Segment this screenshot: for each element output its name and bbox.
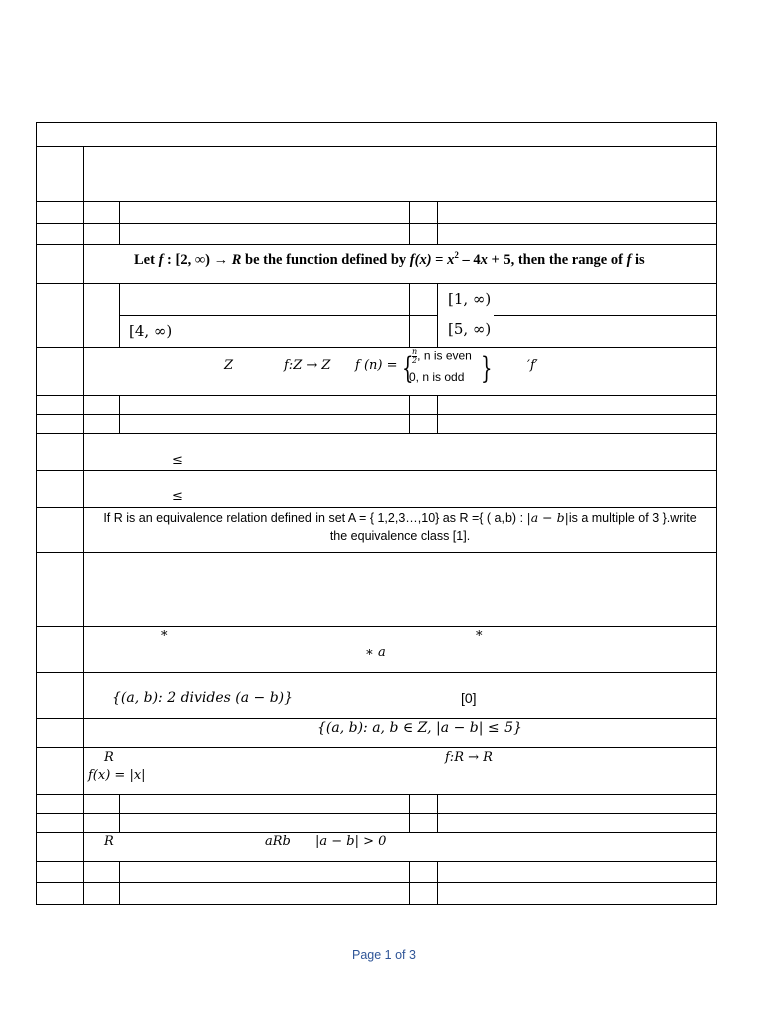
table-rule <box>36 244 717 245</box>
set-z: Z <box>224 358 234 373</box>
table-rule <box>36 347 717 348</box>
f-quote: ′f′ <box>527 358 538 373</box>
table-rule <box>36 283 717 284</box>
option-c: [4, ∞) <box>129 322 173 340</box>
star-a: ∗ a <box>365 645 386 660</box>
option-d-mask <box>438 314 494 317</box>
table-rule <box>409 395 410 433</box>
table-rule <box>36 861 717 862</box>
table-rule <box>36 882 717 883</box>
question-text: – 4 <box>458 251 481 268</box>
option-b: [1, ∞) <box>448 290 492 308</box>
question-text: is a multiple of 3 }.write <box>568 511 697 525</box>
table-rule <box>36 832 717 833</box>
relation-arb: aRb <box>265 834 291 849</box>
table-rule <box>437 395 438 433</box>
table-rule <box>119 861 120 904</box>
table-rule <box>119 794 120 832</box>
option-a-box <box>121 286 407 314</box>
table-rule <box>36 794 717 795</box>
table-rule <box>36 672 717 673</box>
leq-symbol: ≤ <box>172 489 183 504</box>
relation-divides: {(a, b): 2 divides (a − b)} <box>112 690 294 706</box>
function-map: f:R → R <box>445 750 493 765</box>
table-rule <box>36 718 717 719</box>
table-rule <box>437 794 438 832</box>
table-rule <box>36 122 37 904</box>
option-c-box <box>121 316 177 317</box>
table-rule <box>36 507 717 508</box>
table-rule <box>409 283 410 347</box>
question-text: Let <box>134 251 159 268</box>
question-text: the equivalence class [1]. <box>329 529 471 543</box>
case-odd: 0, n is odd <box>409 370 465 384</box>
table-rule <box>36 470 717 471</box>
table-rule <box>36 414 717 415</box>
page-number: Page 1 of 3 <box>352 948 416 962</box>
table-rule <box>119 201 120 244</box>
table-rule <box>409 201 410 244</box>
relation-condition: |a − b| > 0 <box>315 834 387 849</box>
option-d: [5, ∞) <box>448 320 492 338</box>
question-text: If R is an equivalence relation defined in set A = { 1,2,3…,10} as R ={ ( a,b) : <box>103 511 527 525</box>
table-rule <box>36 122 717 123</box>
table-rule <box>36 433 717 434</box>
question-text: x <box>447 251 455 268</box>
table-rule <box>409 861 410 904</box>
question-text: + 5, then the range of <box>487 251 627 268</box>
question-equivalence <box>84 509 716 545</box>
frac-bottom: 2 <box>412 356 418 365</box>
question-text: is <box>631 251 645 268</box>
question-text: f(x) <box>409 251 432 268</box>
frac-top: n <box>412 347 418 356</box>
table-rule <box>36 395 717 396</box>
case-even <box>412 348 472 365</box>
question-text: R <box>231 251 242 268</box>
question-text: f <box>158 251 164 268</box>
table-rule <box>36 626 717 627</box>
table-rule <box>119 283 120 347</box>
set-r: R <box>104 834 114 849</box>
table-rule <box>119 315 717 316</box>
leq-symbol: ≤ <box>172 453 183 468</box>
relation-set: {(a, b): a, b ∈ Z, |a − b| ≤ 5} <box>317 720 522 736</box>
question-range-of-f <box>134 250 645 269</box>
question-text: 2 <box>454 250 459 260</box>
star-symbol: * <box>476 629 483 644</box>
question-text: |a − b| <box>526 510 569 525</box>
class-zero: [0] <box>461 690 477 706</box>
function-map: f:Z → Z <box>284 358 331 373</box>
table-rule <box>36 813 717 814</box>
function-def: f (n) = <box>355 358 398 373</box>
right-brace: } <box>481 351 493 386</box>
star-symbol: * <box>161 629 168 644</box>
table-rule <box>36 552 717 553</box>
table-rule <box>409 794 410 832</box>
table-rule <box>716 122 717 904</box>
case-even-text: , n is even <box>417 348 472 363</box>
table-rule <box>437 201 438 244</box>
table-rule <box>437 861 438 904</box>
left-brace: { <box>402 351 414 386</box>
table-rule <box>36 201 717 202</box>
table-rule <box>119 395 120 433</box>
question-text: f <box>626 251 632 268</box>
table-rule <box>36 146 717 147</box>
question-text: : [2, ∞) → <box>163 251 232 268</box>
question-text: be the function defined by <box>241 251 410 268</box>
table-rule <box>36 747 717 748</box>
table-rule <box>36 904 717 905</box>
question-text: = <box>431 251 448 268</box>
question-text: x <box>480 251 488 268</box>
table-rule <box>36 223 717 224</box>
set-r: R <box>104 750 114 765</box>
function-def: f(x) = |x| <box>88 768 146 783</box>
